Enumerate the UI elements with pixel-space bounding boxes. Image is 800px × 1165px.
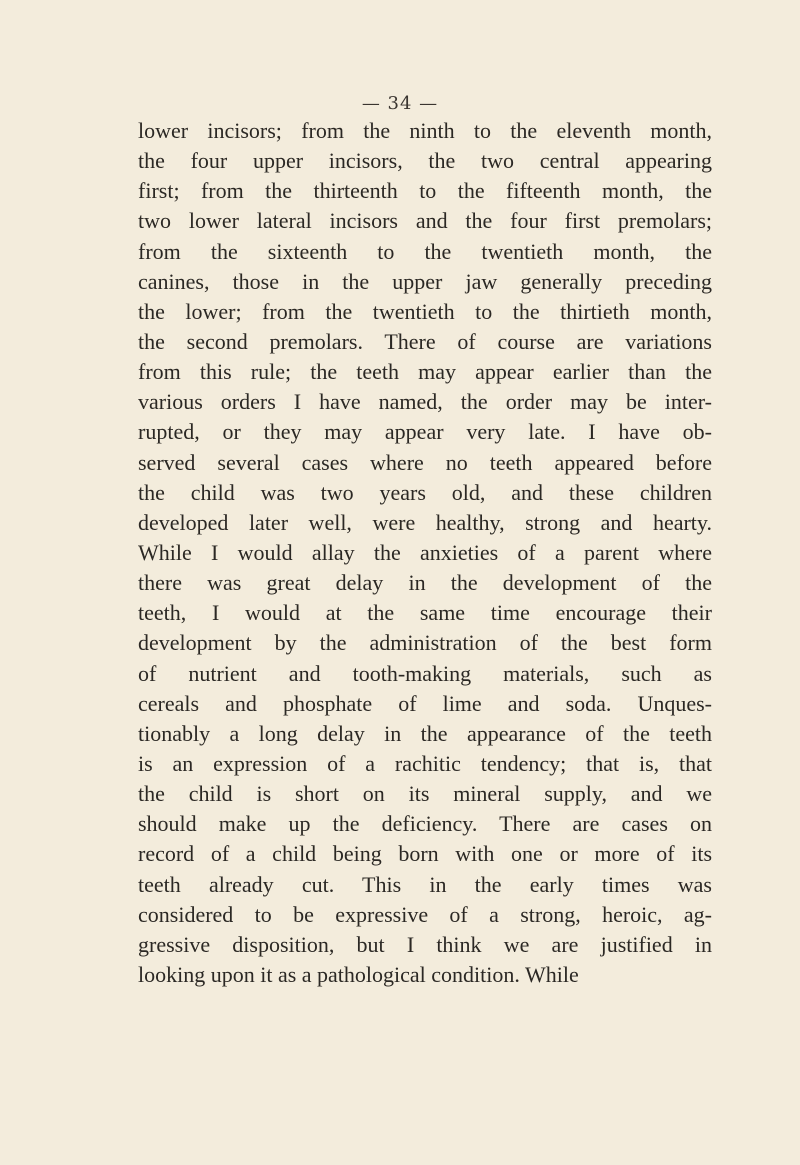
text-line: record of a child being born with one or more of its xyxy=(138,841,712,867)
text-line: first; from the thirteenth to the fifteenth month, the xyxy=(138,178,712,204)
text-line: served several cases where no teeth appeared before xyxy=(138,449,712,475)
text-line: of nutrient and tooth-making materials, such as xyxy=(138,660,712,686)
text-line: the four upper incisors, the two central appearing xyxy=(138,148,712,174)
text-line: should make up the deficiency. There are cases on xyxy=(138,811,712,837)
text-line: lower incisors; from the ninth to the eleventh month, xyxy=(138,118,712,143)
text-line: gressive disposition, but I think we are justified in xyxy=(138,931,712,957)
text-line: the lower; from the twentieth to the thirtieth month, xyxy=(138,298,712,324)
text-line: While I would allay the anxieties of a parent where xyxy=(138,539,712,565)
text-line: canines, those in the upper jaw generally preceding xyxy=(138,268,712,294)
text-line: tionably a long delay in the appearance of the teeth xyxy=(138,720,712,746)
text-line: rupted, or they may appear very late. I have ob- xyxy=(138,419,712,445)
text-line: is an expression of a rachitic tendency; that is, that xyxy=(138,750,712,776)
text-line: the child was two years old, and these children xyxy=(138,479,712,505)
text-line: looking upon it as a pathological condition. While xyxy=(138,961,579,987)
text-line: from the sixteenth to the twentieth month, the xyxy=(138,238,712,264)
text-line: the child is short on its mineral supply, and we xyxy=(138,781,712,807)
text-line: from this rule; the teeth may appear earlier than the xyxy=(138,359,712,385)
text-line: two lower lateral incisors and the four first premolars; xyxy=(138,208,712,234)
text-line: development by the administration of the best form xyxy=(138,630,712,656)
body-text xyxy=(138,116,712,990)
text-line: developed later well, were healthy, strong and hearty. xyxy=(138,509,712,535)
text-line: there was great delay in the development of the xyxy=(138,570,712,596)
text-line: various orders I have named, the order may be inter- xyxy=(138,389,712,415)
text-line: teeth already cut. This in the early times was xyxy=(138,871,712,897)
text-line: teeth, I would at the same time encourage their xyxy=(138,600,712,626)
text-line: considered to be expressive of a strong, heroic, ag- xyxy=(138,901,712,927)
page-number: — 34 — xyxy=(361,93,439,114)
text-line: cereals and phosphate of lime and soda. Unques- xyxy=(138,690,712,716)
text-line: the second premolars. There of course are variations xyxy=(138,328,712,354)
